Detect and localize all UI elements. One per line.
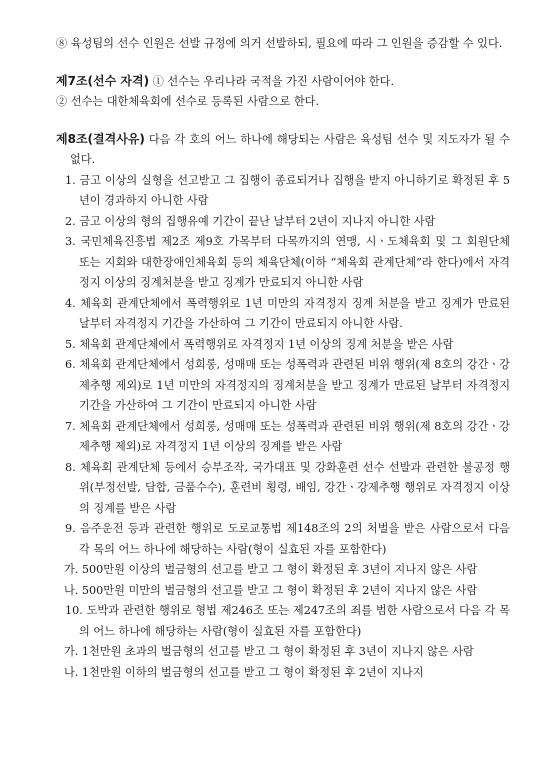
list-item: 2. 금고 이상의 형의 집행유예 기간이 끝난 날부터 2년이 지나지 아니한 사람	[65, 214, 436, 228]
article-7	[56, 71, 510, 113]
article-8	[56, 129, 510, 684]
clause-8-text: ⑧ 육성팀의 선수 인원은 선발 규정에 의거 선발하되, 필요에 따라 그 인원을 증감할 수 있다.	[56, 37, 503, 50]
sub-item: 가. 1천만원 초과의 벌금형의 선고를 받고 그 형이 확정된 후 3년이 지나지 않은 사람	[64, 645, 474, 658]
article-7-heading: 제7조(선수 자격)	[56, 73, 150, 88]
list-item: 9. 음주운전 등과 관련한 행위로 도로교통법 제148조의 2의 처벌을 받은 사람으로서 다음 각 목의 어느 하나에 해당하는 사람(형이 실효된 자를 포함한다)	[65, 522, 510, 556]
list-item: 5. 체육회 관계단체에서 폭력행위로 자격정지 1년 이상의 징계 처분을 받은 사람	[65, 337, 454, 351]
list-item: 4. 체육회 관계단체에서 폭력행위로 1년 미만의 자격정지 징계 처분을 받고 징계가 만료된 날부터 자격정지 기간을 가산하여 그 기간이 만료되지 아니한 사람.	[65, 296, 510, 330]
list-item: 10. 도박과 관련한 행위로 형법 제246조 또는 제247조의 죄를 범한 사람으로서 다음 각 목의 어느 하나에 해당하는 사람(형이 실효된 자를 포함한다)	[65, 604, 510, 638]
article-8-heading: 제8조(결격사유)	[56, 131, 145, 146]
article-7-para-1: ① 선수는 우리나라 국적을 가진 사람이어야 한다.	[152, 74, 395, 88]
sub-item: 나. 500만원 미만의 벌금형의 선고를 받고 그 형이 확정된 후 2년이 지나지 않은 사람	[64, 583, 478, 597]
article-7-para-2: ② 선수는 대한체육회에 선수로 등록된 사람으로 한다.	[56, 95, 320, 108]
list-item: 1. 금고 이상의 실형을 선고받고 그 집행이 종료되거나 집행을 받지 아니하기로 확정된 후 5년이 경과하지 아니한 사람	[65, 173, 510, 207]
list-item: 7. 체육회 관계단체에서 성희롱, 성매매 또는 성폭력과 관련된 비위 행위(제 8호의 강간ㆍ강제추행 제외)로 자격정지 1년 이상의 징계를 받은 사람	[65, 419, 510, 453]
sub-item: 가. 500만원 이상의 벌금형의 선고를 받고 그 형이 확정된 후 3년이 지나지 않은 사람	[64, 563, 478, 576]
article-8-intro: 다음 각 호의 어느 하나에 해당되는 사람은 육성팀 선수 및 지도자가 될 수 없다.	[70, 132, 510, 166]
list-item: 8. 체육회 관계단체 등에서 승부조작, 국가대표 및 강화훈련 선수 선발과 관련한 불공정 행위(부정선발, 담합, 금품수수), 훈련비 횡령, 배임, 강간ㆍ강제추행 행위로 자격정지 이상의 징계를 받은 사람	[65, 460, 510, 515]
sub-item: 나. 1천만원 이하의 벌금형의 선고를 받고 그 형이 확정된 후 2년이 지나지	[64, 665, 424, 679]
list-item: 6. 체육회 관계단체에서 성희롱, 성매매 또는 성폭력과 관련된 비위 행위(제 8호의 강간ㆍ강제추행 제외)로 1년 미만의 자격정지의 징계처분을 받고 징계가 만료된 날부터 자격정지 기간을 가산하여 그 기간이 만료되지 아니한 사람	[65, 358, 510, 412]
list-item: 3. 국민체육진흥법 제2조 제9호 가목부터 다목까지의 연맹, 시ㆍ도체육회 및 그 회원단체 또는 지회와 대한장애인체육회 등의 체육단체(이하 “체육회 관계단체”라 한다)에서 자격정지 이상의 징계처분을 받고 징계가 만료되지 아니한 사람	[65, 235, 510, 289]
